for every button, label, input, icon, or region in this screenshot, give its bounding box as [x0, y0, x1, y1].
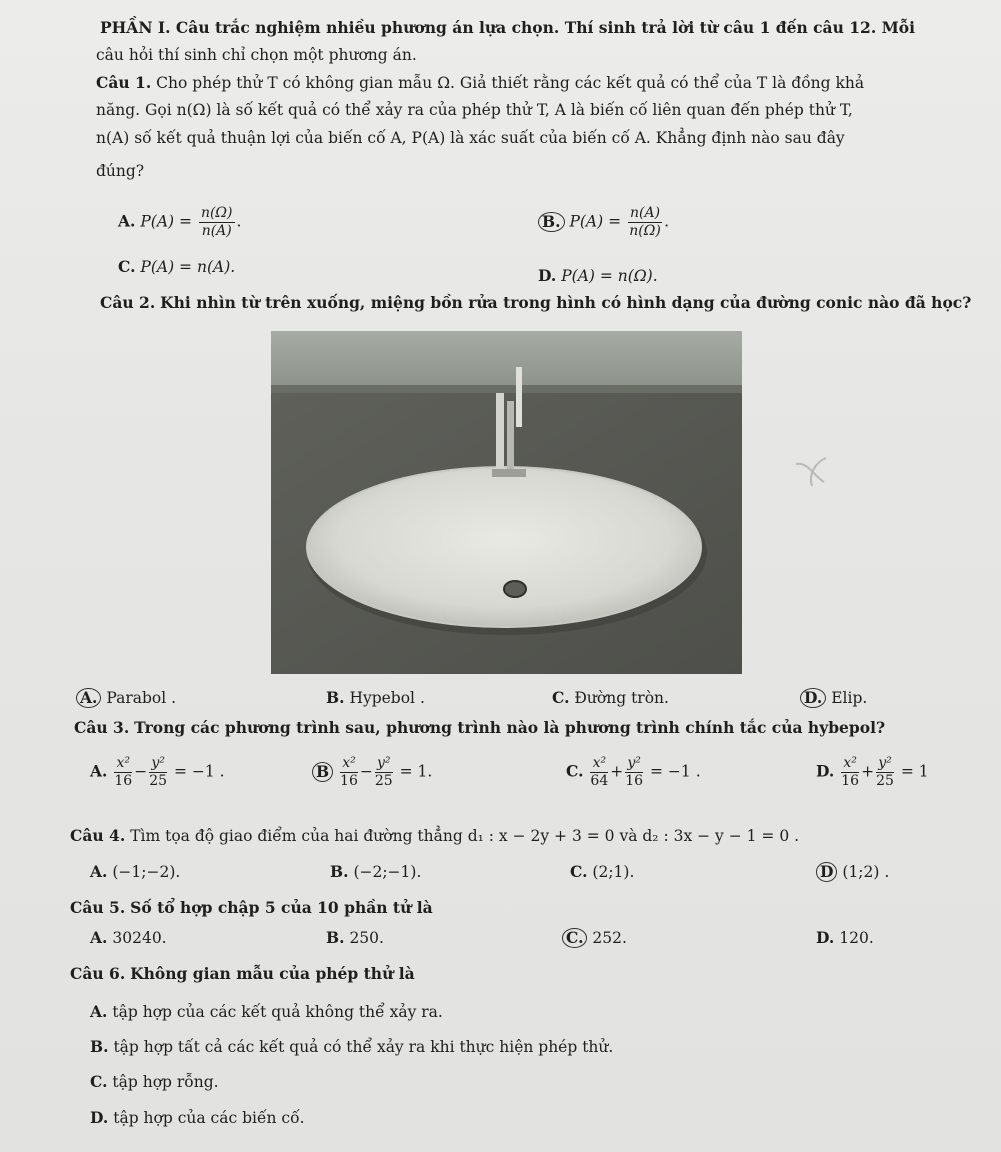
q2-option-b-label: B. — [326, 688, 345, 707]
basin — [307, 467, 701, 627]
q4-option-a[interactable] — [90, 862, 180, 882]
q3-a-d1: 16 — [114, 773, 133, 789]
part-heading: PHẦN I. Câu trắc nghiệm nhiều phương án lựa chọn. Thí sinh trả lời từ câu 1 đến câu 12. Mỗi — [100, 18, 916, 37]
q1-option-a-label: A. — [118, 211, 136, 231]
q2-label: Câu 2. — [100, 293, 156, 312]
q6-option-d-text: tập hợp của các biến cố. — [113, 1109, 305, 1127]
q5-option-c-text: 252. — [592, 929, 627, 947]
q3-c-frac-2 — [625, 755, 643, 790]
q3-text: Trong các phương trình sau, phương trình nào là phương trình chính tắc của hybepol? — [134, 718, 886, 737]
q4-option-d-label: D — [816, 862, 837, 882]
q5-option-b-label: B. — [326, 928, 345, 947]
q6-option-d-label: D. — [90, 1108, 109, 1127]
q3-a-rhs: = −1 . — [173, 762, 225, 781]
q6-option-a-text: tập hợp của các kết quả không thể xảy ra. — [112, 1003, 443, 1021]
q4-line — [70, 826, 799, 846]
q5-option-b-text: 250. — [349, 929, 384, 947]
q1-b-den: n(Ω) — [629, 223, 661, 239]
q5-option-a-label: A. — [90, 928, 108, 947]
q5-option-a-text: 30240. — [112, 929, 167, 947]
q3-b-n1: x² — [340, 755, 358, 773]
q5-option-d-text: 120. — [839, 929, 874, 947]
q5-option-d-label: D. — [816, 928, 835, 947]
q4-option-b-label: B. — [330, 862, 349, 881]
q3-option-d-label: D. — [816, 761, 835, 781]
q2-option-b[interactable] — [326, 688, 425, 708]
q4-option-c-text: (2;1). — [592, 863, 635, 881]
q3-a-n1: x² — [114, 755, 132, 773]
q6-option-b-text: tập hợp tất cả các kết quả có thể xảy ra khi thực hiện phép thử. — [113, 1038, 614, 1056]
q1-line-2: năng. Gọi n(Ω) là số kết quả có thể xảy ra của phép thử T, A là biến cố liên quan đến phép thử T, — [96, 101, 853, 119]
q6-option-a-label: A. — [90, 1002, 108, 1021]
q1-b-num: n(A) — [630, 205, 661, 221]
q3-option-c-label: C. — [566, 761, 584, 781]
q2-option-d[interactable] — [800, 688, 867, 708]
q2-option-c[interactable] — [552, 688, 669, 708]
q1-option-b-lhs: P(A) = — [569, 212, 622, 231]
drain — [504, 581, 526, 597]
q1-option-d-label: D. — [538, 266, 557, 285]
q3-b-d1: 16 — [340, 773, 358, 789]
q4-option-b-text: (−2;−1). — [353, 863, 422, 881]
q3-d-rhs: = 1 — [900, 762, 929, 781]
q3-b-rhs: = 1. — [399, 762, 433, 781]
q3-b-n2: y² — [375, 755, 393, 773]
q1-option-a[interactable] — [118, 205, 241, 240]
q6-option-c[interactable] — [90, 1072, 219, 1092]
q5-option-b[interactable] — [326, 928, 384, 948]
q2-option-d-label: D. — [800, 688, 826, 708]
q6-option-b[interactable] — [90, 1037, 613, 1057]
q3-c-d1: 64 — [590, 773, 609, 789]
q3-d-n2: y² — [876, 755, 894, 773]
q1-option-a-lhs: P(A) = — [140, 212, 193, 231]
q5-line — [70, 898, 433, 918]
q1-option-a-fraction — [199, 205, 235, 240]
q4-option-a-label: A. — [90, 862, 108, 881]
part-heading-2: câu hỏi thí sinh chỉ chọn một phương án. — [96, 46, 417, 64]
q3-label: Câu 3. — [74, 718, 130, 737]
q3-a-d2: 25 — [149, 773, 168, 789]
q4-label: Câu 4. — [70, 826, 126, 845]
q1-option-c-text: P(A) = n(A). — [140, 258, 236, 276]
q5-option-a[interactable] — [90, 928, 167, 948]
q5-option-d[interactable] — [816, 928, 874, 948]
q4-option-d[interactable] — [816, 862, 889, 882]
q2-line — [100, 293, 971, 313]
q3-b-d2: 25 — [374, 773, 393, 789]
q6-label: Câu 6. — [70, 964, 126, 983]
q4-text: Tìm tọa độ giao điểm của hai đường thẳng d₁ : x − 2y + 3 = 0 và d₂ : 3x − y − 1 = 0 . — [130, 827, 800, 845]
q4-option-b[interactable] — [330, 862, 421, 882]
q6-option-a[interactable] — [90, 1002, 443, 1022]
sink-photo — [271, 331, 742, 674]
q3-b-frac-2 — [375, 755, 393, 790]
q3-option-a-label: A. — [90, 761, 108, 781]
q1-option-b[interactable] — [538, 205, 669, 240]
q3-option-a[interactable] — [90, 755, 225, 790]
q6-option-d[interactable] — [90, 1108, 305, 1128]
q3-d-op: + — [861, 762, 875, 781]
q1-option-c[interactable] — [118, 257, 235, 277]
q5-label: Câu 5. — [70, 898, 126, 917]
q1-text-1: Cho phép thử T có không gian mẫu Ω. Giả thiết rằng các kết quả có thể của T là đồng khả — [156, 74, 865, 92]
q1-a-end: . — [236, 212, 242, 231]
q1-b-end: . — [664, 212, 670, 231]
q1-option-b-fraction — [628, 205, 662, 240]
q2-option-c-text: Đường tròn. — [574, 689, 669, 707]
wall — [271, 331, 742, 387]
q5-option-c[interactable] — [562, 928, 627, 948]
q6-text: Không gian mẫu của phép thử là — [130, 964, 415, 983]
q6-line — [70, 964, 415, 984]
q3-option-c[interactable] — [566, 755, 701, 790]
q1-option-d-text: P(A) = n(Ω). — [561, 267, 658, 285]
q3-line — [74, 718, 885, 738]
q2-option-a-label: A. — [76, 688, 101, 708]
q2-option-d-text: Elip. — [831, 689, 868, 707]
q3-a-frac-2 — [149, 755, 167, 790]
q4-option-c[interactable] — [570, 862, 634, 882]
q3-option-d[interactable] — [816, 755, 929, 790]
q3-c-d2: 16 — [625, 773, 644, 789]
q3-c-n2: y² — [625, 755, 643, 773]
q3-c-op: + — [610, 762, 624, 781]
q1-a-den: n(A) — [201, 223, 232, 239]
q1-option-b-label: B. — [538, 212, 565, 232]
q3-a-frac-1 — [114, 755, 132, 790]
q3-d-frac-1 — [841, 755, 859, 790]
q1-option-d[interactable] — [538, 266, 658, 286]
q3-d-n1: x² — [841, 755, 859, 773]
q3-a-n2: y² — [149, 755, 167, 773]
q4-option-c-label: C. — [570, 862, 588, 881]
q1-line-3: n(A) số kết quả thuận lợi của biến cố A, P(A) là xác suất của biến cố A. Khẳng định nào sau đây — [96, 129, 845, 147]
q3-d-d1: 16 — [841, 773, 860, 789]
q6-option-c-text: tập hợp rỗng. — [112, 1073, 219, 1091]
q3-c-n1: x² — [590, 755, 608, 773]
q2-option-a[interactable] — [76, 688, 176, 708]
q3-c-rhs: = −1 . — [650, 762, 701, 781]
q3-d-frac-2 — [876, 755, 894, 790]
q3-c-frac-1 — [590, 755, 608, 790]
q5-option-c-label: C. — [562, 928, 587, 948]
q3-option-b[interactable] — [312, 755, 432, 790]
q1-option-c-label: C. — [118, 257, 136, 276]
q3-option-b-label: B — [312, 762, 333, 782]
q2-option-b-text: Hypebol . — [349, 689, 425, 707]
q3-d-d2: 25 — [876, 773, 894, 789]
backsplash-edge — [271, 385, 742, 393]
q2-option-c-label: C. — [552, 688, 570, 707]
q6-option-b-label: B. — [90, 1037, 109, 1056]
q3-b-frac-1 — [340, 755, 358, 790]
q1-line-1 — [96, 73, 864, 93]
q2-text: Khi nhìn từ trên xuống, miệng bồn rửa trong hình có hình dạng của đường conic nào đã học? — [160, 293, 972, 312]
q2-option-a-text: Parabol . — [106, 689, 177, 707]
q3-a-op: − — [134, 762, 148, 781]
q1-label: Câu 1. — [96, 73, 152, 92]
q3-b-op: − — [359, 762, 373, 781]
q1-a-num: n(Ω) — [200, 205, 233, 221]
q1-line-4: đúng? — [96, 162, 145, 180]
pencil-mark — [790, 452, 838, 492]
q4-option-a-text: (−1;−2). — [112, 863, 181, 881]
q5-text: Số tổ hợp chập 5 của 10 phần tử là — [130, 898, 433, 917]
q4-option-d-text: (1;2) . — [842, 863, 890, 881]
q6-option-c-label: C. — [90, 1072, 108, 1091]
